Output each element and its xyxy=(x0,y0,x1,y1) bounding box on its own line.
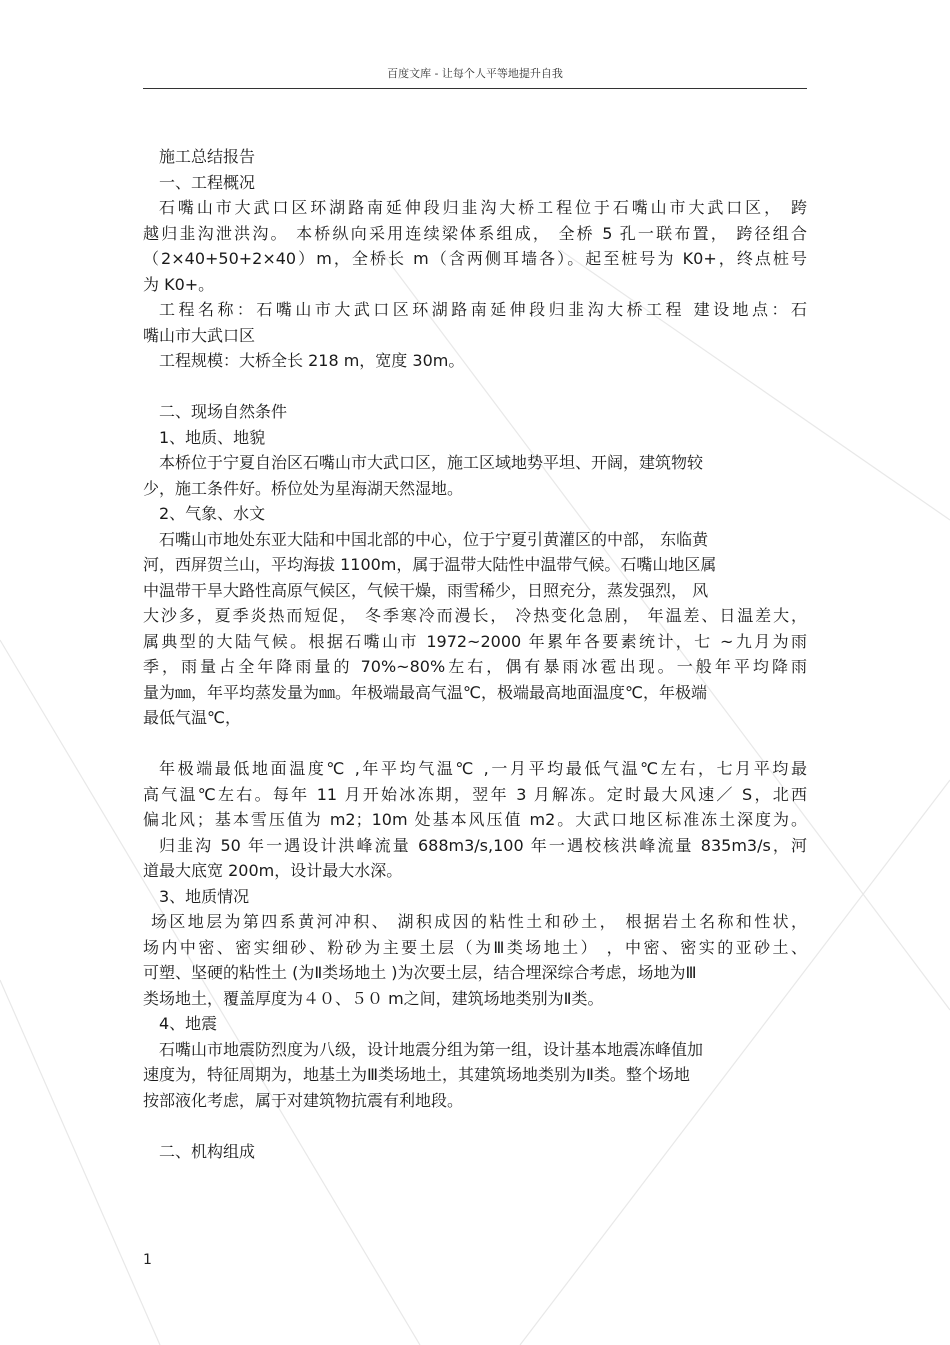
subsection-heading: 1、地质、地貌 xyxy=(159,427,266,447)
paragraph-line: 偏北风；基本雪压值为 m2；10m 处基本风压值 m2。大武口地区标准冻土深度为。 xyxy=(143,810,807,829)
paragraph-line: 最低气温℃， xyxy=(143,708,241,727)
paragraph-line: 越归韭沟泄洪沟。 本桥纵向采用连续梁体系组成， 全桥 5 孔一联布置， 跨径组合 xyxy=(143,223,807,243)
paragraph-line: 道最大底宽 200m，设计最大水深。 xyxy=(143,861,403,880)
section-heading: 二、机构组成 xyxy=(159,1141,256,1161)
paragraph-line: 可塑、坚硬的粘性土 (为Ⅱ类场地土 )为次要土层，结合埋深综合考虑，场地为Ⅲ xyxy=(143,963,697,982)
paragraph-line: 速度为，特征周期为，地基土为Ⅲ类场地土，其建筑场地类别为Ⅱ类。整个场地 xyxy=(143,1065,690,1084)
paragraph-line: 归韭沟 50 年一遇设计洪峰流量 688m3/s,100 年一遇校核洪峰流量 835m3/s，河 xyxy=(159,835,807,855)
blank-line xyxy=(143,1113,807,1139)
paragraph-line: 嘴山市大武口区 xyxy=(143,325,256,345)
paragraph-line: 石嘴山市地处东亚大陆和中国北部的中心，位于宁夏引黄灌区的中部， 东临黄 xyxy=(159,529,709,549)
paragraph-line: 年极端最低地面温度℃ ,年平均气温℃ ,一月平均最低气温℃左右，七月平均最 xyxy=(159,759,807,778)
paragraph-line: 属典型的大陆气候。根据石嘴山市 1972~2000 年累年各要素统计，七 ~九月为雨 xyxy=(143,631,807,651)
paragraph-line: 石嘴山市地震防烈度为八级，设计地震分组为第一组，设计基本地震冻峰值加 xyxy=(159,1039,704,1059)
paragraph-line: 少，施工条件好。桥位处为星海湖天然湿地。 xyxy=(143,478,464,498)
paragraph-line: 本桥位于宁夏自治区石嘴山市大武口区，施工区域地势平坦、开阔，建筑物较 xyxy=(159,453,704,472)
blank-line xyxy=(143,374,807,400)
subsection-heading: 2、气象、水文 xyxy=(159,504,266,523)
subsection-heading: 4、地震 xyxy=(159,1014,218,1033)
paragraph-line: 石嘴山市大武口区环湖路南延伸段归韭沟大桥工程位于石嘴山市大武口区， 跨 xyxy=(159,198,807,217)
paragraph-line: 按部液化考虑，属于对建筑物抗震有利地段。 xyxy=(143,1090,464,1110)
paragraph-line: 场内中密、密实细砂、粉砂为主要土层（为Ⅲ类场地土） ，中密、密实的亚砂土、 xyxy=(143,937,807,957)
paragraph-line: （2×40+50+2×40）m，全桥长 m（含两侧耳墙各）。起至桩号为 K0+，终点桩号 xyxy=(143,249,807,268)
paragraph-line: 河，西屏贺兰山，平均海拔 1100m，属于温带大陆性中温带气候。石嘴山地区属 xyxy=(143,555,717,574)
subsection-heading: 3、地质情况 xyxy=(159,886,250,906)
section-heading: 一、工程概况 xyxy=(159,172,256,192)
paragraph-line: 量为㎜，年平均蒸发量为㎜。年极端最高气温℃，极端最高地面温度℃，年极端 xyxy=(143,682,707,702)
page-header: 百度文库 - 让每个人平等地提升自我 xyxy=(143,66,807,89)
report-title: 施工总结报告 xyxy=(159,147,256,166)
paragraph-line: 季，雨量占全年降雨量的 70%~80%左右，偶有暴雨冰雹出现。一般年平均降雨 xyxy=(143,657,807,676)
paragraph-line: 类场地土，覆盖厚度为４０、５０ m之间，建筑场地类别为Ⅱ类。 xyxy=(143,988,604,1008)
blank-line xyxy=(143,731,807,757)
paragraph-line: 为 K0+。 xyxy=(143,274,215,294)
document-body xyxy=(143,144,807,1164)
paragraph-line: 工程名称：石嘴山市大武口区环湖路南延伸段归韭沟大桥工程 建设地点：石 xyxy=(159,300,807,319)
paragraph-line: 中温带干旱大路性高原气候区，气候干燥，雨雪稀少，日照充分，蒸发强烈， 风 xyxy=(143,580,709,600)
paragraph-line: 大沙多，夏季炎热而短促， 冬季寒冷而漫长， 冷热变化急剧， 年温差、日温差大， xyxy=(143,606,807,625)
paragraph-line: 工程规模：大桥全长 218 m，宽度 30m。 xyxy=(159,351,465,370)
page-number: 1 xyxy=(143,1252,152,1268)
section-heading: 二、现场自然条件 xyxy=(159,402,288,421)
paragraph-line: 高气温℃左右。每年 11 月开始冰冻期，翌年 3 月解冻。定时最大风速／ S，北西 xyxy=(143,784,807,804)
paragraph-line: 场区地层为第四系黄河冲积、 湖积成因的粘性土和砂土， 根据岩土名称和性状， xyxy=(151,912,807,931)
